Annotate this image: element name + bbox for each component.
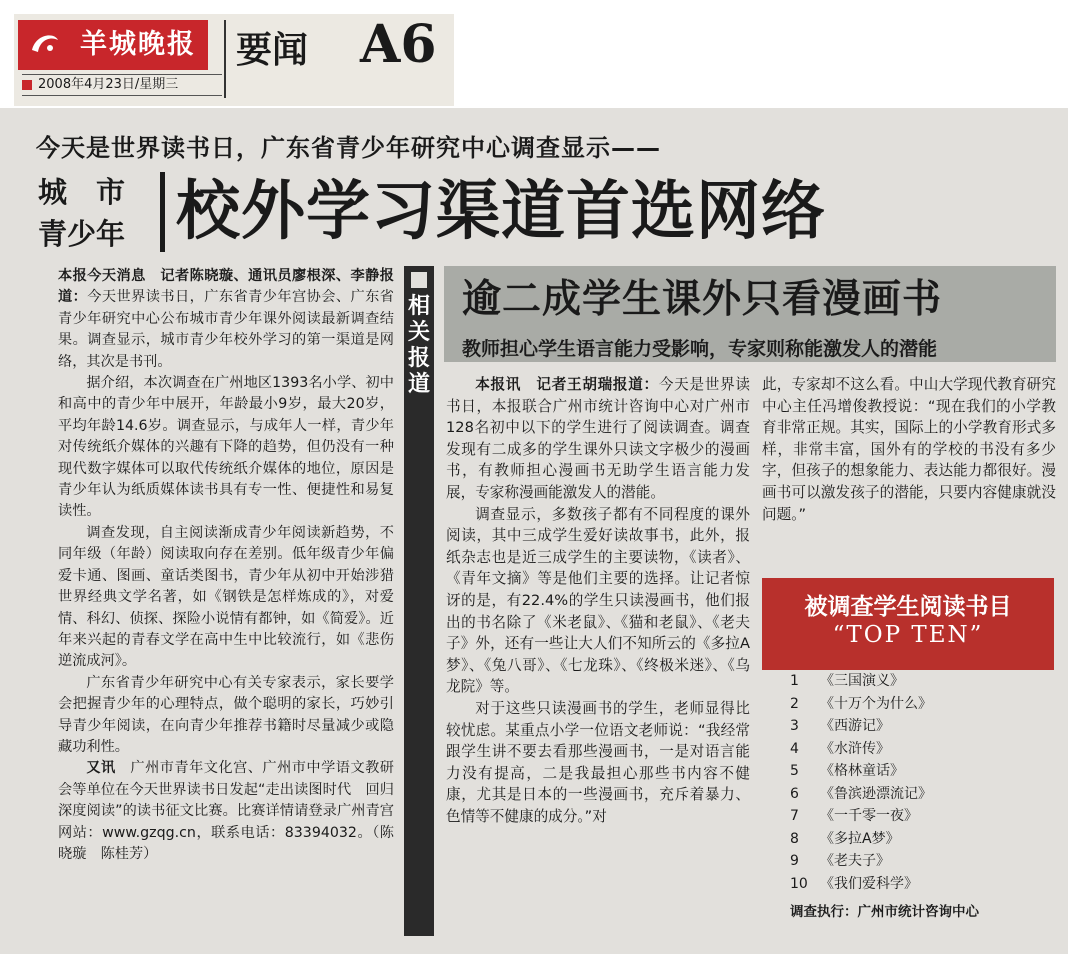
kicker-headline: 今天是世界读书日，广东省青少年研究中心调查显示——: [36, 134, 661, 162]
paragraph: 据介绍，本次调查在广州地区1393名小学、初中和高中的青少年中展开，年龄最小9岁，最大20岁，平均年龄14.6岁。调查显示，与成年人一样，青少年对传统纸介媒体的兴趣有下降的趋势，但仍没有一种现代数字媒体可以取代传统纸介媒体的地位，原因是青少年认为纸质媒体读书具有专一性、便捷性和易复读性。: [58, 375, 394, 520]
rank: 3: [790, 718, 799, 734]
logo-swirl-icon: [28, 28, 62, 62]
paragraph-text: 今天世界读书日，广东省青少年宫协会、广东省青少年研究中心公布城市青少年课外阅读最新调查结果。调查显示，城市青少年校外学习的第一渠道是网络，其次是书刊。: [58, 289, 394, 370]
related-story-continued: [762, 374, 1056, 525]
paragraph: 调查显示，多数孩子都有不同程度的课外阅读，其中三成学生爱好读故事书，此外，报纸杂志也是近三成学生的主要读物，《读者》、《青年文摘》等是他们主要的选择。让记者惊讶的是，有22.4%的学生只读漫画书，他们报出的书名除了《米老鼠》、《猫和老鼠》、《老夫子》外，还有一些让大人们不知所云的《多拉A梦》、《兔八哥》、《七龙珠》、《终极米迷》、《乌龙院》等。: [446, 505, 750, 696]
book-title: 《老夫子》: [820, 853, 890, 869]
date-text: 2008年4月23日/星期三: [38, 77, 179, 92]
rank: 2: [790, 695, 799, 712]
book-title: 《鲁滨逊漂流记》: [820, 785, 932, 802]
side-title-line2: 青少年: [38, 217, 126, 251]
list-item: [790, 693, 1040, 716]
related-story-body: [446, 374, 750, 827]
issue-date: [22, 74, 222, 96]
list-item: [790, 760, 1040, 783]
paragraph: [58, 266, 394, 373]
book-title: 《水浒传》: [820, 740, 890, 757]
addendum-text: 广州市青年文化宫、广州市中学语文教研会等单位在今天世界读书日发起“走出读图时代 回归深度阅读”的读书征文比赛。比赛详情请登录广州青宫网站：www.gzqg.cn，联系电话：83394032。（陈晓璇 陈桂芳）: [58, 760, 394, 862]
addendum-label: 又讯: [86, 760, 116, 777]
headline-divider: [160, 172, 165, 252]
top-ten-credit: 调查执行：广州市统计咨询中心: [790, 904, 979, 920]
book-title: 《我们爱科学》: [820, 875, 918, 892]
paragraph: 广东省青少年研究中心有关专家表示，家长要学会把握青少年的心理特点，做个聪明的家长，巧妙引导青少年阅读，在向青少年推荐书籍时尽量减少或隐藏功利性。: [58, 674, 394, 755]
page-number: A6: [360, 14, 437, 75]
rank: 1: [790, 673, 799, 689]
paragraph: [446, 374, 750, 504]
related-report-label: 相关报道: [408, 294, 431, 397]
masthead-divider: [224, 20, 226, 98]
book-title: 《西游记》: [820, 718, 890, 734]
paragraph: 此，专家却不这么看。中山大学现代教育研究中心主任冯增俊教授说：“现在我们的小学教育非常正规。其实，国际上的小学教育形式多样，非常丰富，国外有的学校的书没有多少字，但孩子的想象能力、表达能力都很好。漫画书可以激发孩子的潜能，只要内容健康就没问题。”: [762, 376, 1056, 523]
book-title: 《多拉A梦》: [820, 830, 900, 847]
list-item: [790, 850, 1040, 873]
rank: 8: [790, 830, 799, 847]
related-deck: 教师担心学生语言能力受影响，专家则称能激发人的潜能: [462, 338, 938, 360]
related-byline: 本报讯 记者王胡瑞报道：: [475, 376, 659, 393]
date-marker-icon: [22, 80, 32, 90]
byline: 本报今天消息 记者陈晓璇、通讯员廖根深、李静报道：: [58, 268, 394, 306]
book-title: 《三国演义》: [820, 673, 904, 689]
newspaper-logo: 羊城晚报: [18, 20, 208, 70]
list-item: [790, 873, 1040, 896]
main-story-body: [58, 266, 394, 865]
list-item: [790, 783, 1040, 806]
rank: 4: [790, 740, 799, 757]
book-title: 《十万个为什么》: [820, 695, 932, 712]
paragraph: 对于这些只读漫画书的学生，老师显得比较忧虑。某重点小学一位语文老师说：“我经常跟学生讲不要去看那些漫画书，一是对语言能力没有提高，二是我最担心那些书内容不健康，尤其是日本的一些漫画书，充斥着暴力、色情等不健康的成分。”对: [446, 699, 750, 825]
rank: 7: [790, 808, 799, 824]
rank: 5: [790, 763, 799, 779]
list-item: [790, 828, 1040, 851]
book-title: 《格林童话》: [820, 763, 904, 779]
paragraph-text: 今天是世界读书日，本报联合广州市统计咨询中心对广州市128名初中以下的学生进行了阅读调查。调查发现有二成多的学生课外只读文字极少的漫画书，有教师担心漫画书无助学生语言能力发展，专家称漫画能激发人的潜能。: [446, 376, 750, 501]
list-item: [790, 805, 1040, 828]
related-headline: 逾二成学生课外只看漫画书: [462, 276, 943, 322]
rank: 9: [790, 853, 799, 869]
list-item: [790, 670, 1040, 693]
related-marker-icon: [411, 272, 427, 288]
section-name: 要闻: [236, 29, 309, 71]
rank: 10: [790, 875, 808, 892]
book-title: 《一千零一夜》: [820, 808, 918, 824]
rank: 6: [790, 785, 799, 802]
main-headline: 校外学习渠道首选网络: [176, 174, 826, 249]
top-ten-list: [790, 670, 1040, 895]
top-ten-title: 被调查学生阅读书目: [804, 593, 1012, 620]
paragraph: 调查发现，自主阅读渐成青少年阅读新趋势，不同年级（年龄）阅读取向存在差别。低年级青少年偏爱卡通、图画、童话类图书，青少年从初中开始涉猎世界经典文学名著，如《钢铁是怎样炼成的》，对爱情、科幻、侦探、探险小说情有都钟，如《简爱》。近年来兴起的青春文学在高中生中比较流行，如《悲伤逆流成河》。: [58, 524, 394, 670]
top-ten-subtitle: “TOP TEN”: [832, 622, 984, 648]
list-item: [790, 738, 1040, 761]
side-title-line1: 城 市: [38, 175, 126, 209]
paragraph: [58, 758, 394, 865]
list-item: [790, 715, 1040, 738]
